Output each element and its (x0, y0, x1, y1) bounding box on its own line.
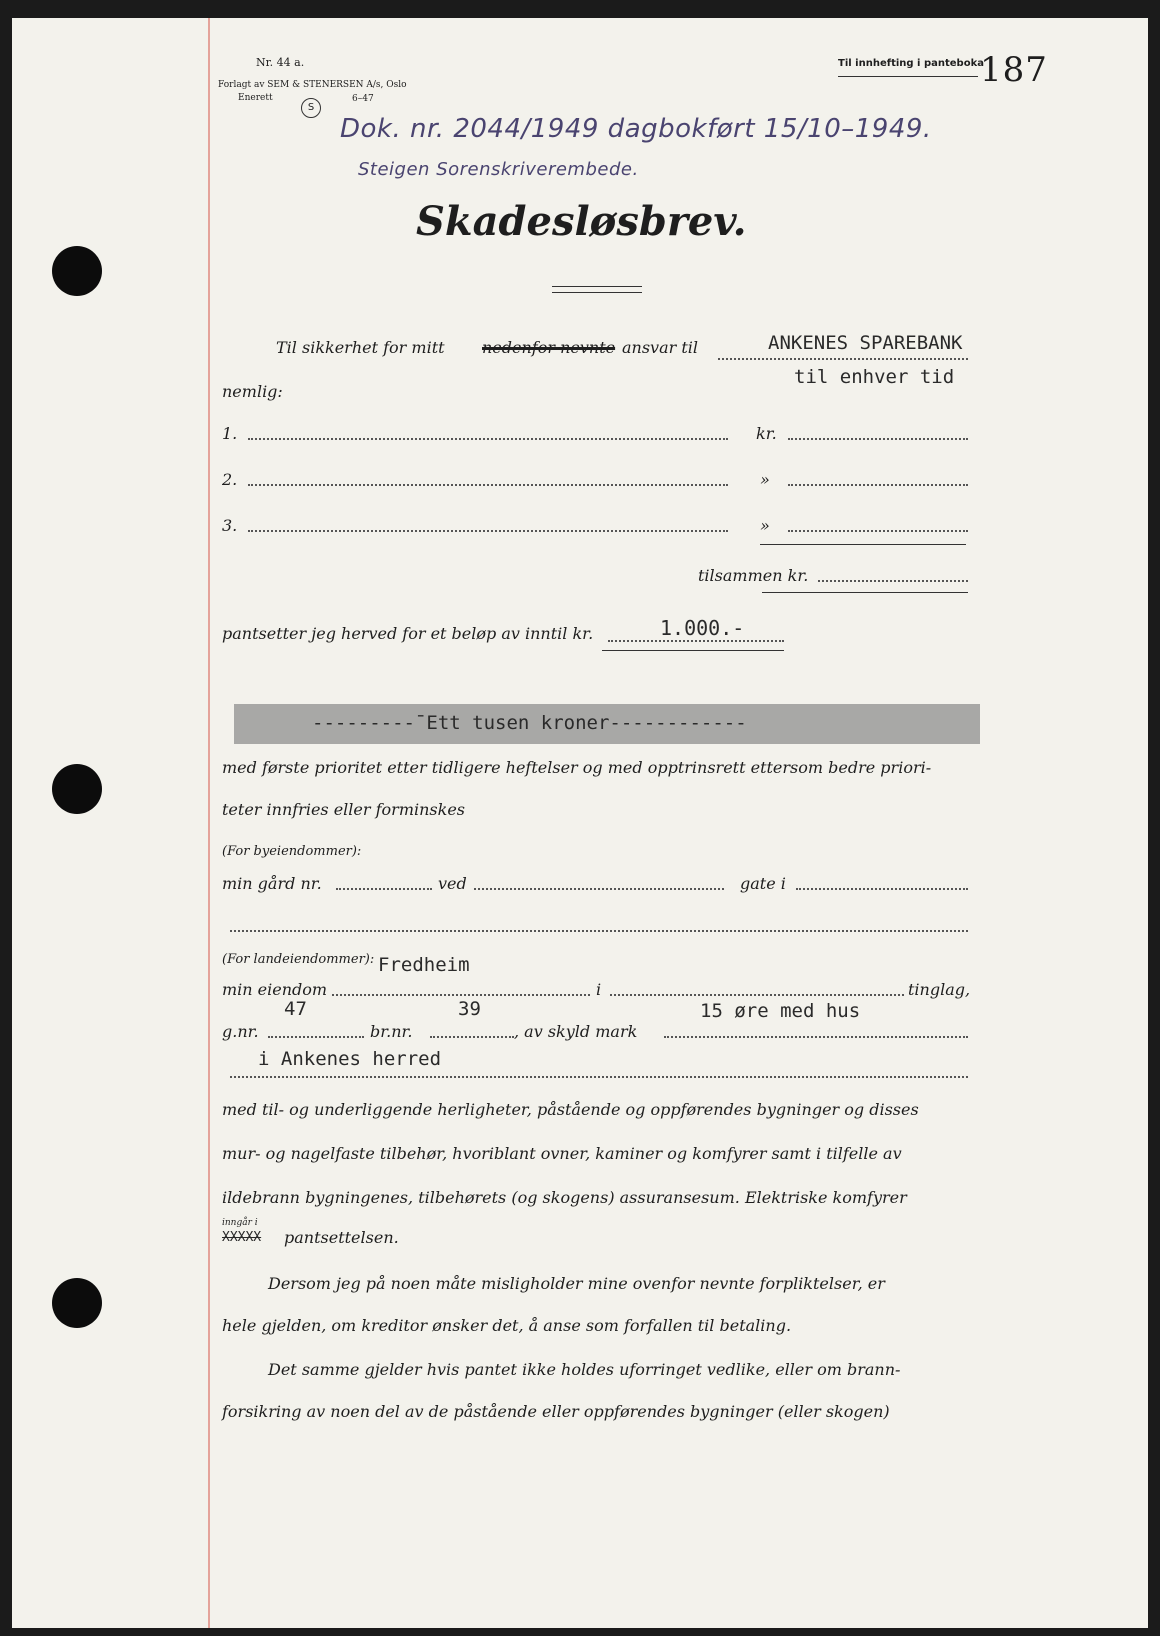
item-separator: » (760, 470, 770, 489)
skyld-value: 15 øre med hus (700, 1000, 861, 1022)
struck-text: nedenfor nevnte (482, 338, 616, 357)
skyld-label: , av skyld mark (514, 1022, 638, 1041)
tinglag-label: tinglag, (908, 980, 971, 999)
priority-text: med første prioritet etter tidligere heftelser og med opptrinsrett ettersom bedre priori- (222, 758, 932, 777)
margin-line (208, 18, 210, 1628)
pledge-amount: 1.000.- (660, 616, 745, 640)
publisher-line: Forlagt av SEM & STENERSEN A/s, Oslo (218, 80, 407, 90)
gate-label: gate i (740, 874, 786, 893)
binding-note: Til innhefting i panteboka (838, 58, 984, 69)
ved-label: ved (438, 874, 467, 893)
gate-dotted-line (796, 888, 968, 890)
pledge-text: pantsetter jeg herved for et beløp av inntil kr. (222, 624, 594, 643)
title-rule (552, 286, 642, 287)
ved-dotted-line (474, 888, 724, 890)
security-suffix: ansvar til (622, 338, 699, 357)
form-number: Nr. 44 a. (256, 56, 305, 69)
creditor-dotted-line (718, 358, 968, 360)
inserted-note: inngår i (222, 1218, 258, 1228)
item-number: 2. (222, 470, 238, 489)
page-number: 187 (980, 50, 1048, 90)
office-name: Steigen Sorenskriverembede. (358, 159, 639, 180)
gnr-dotted-line (268, 1036, 364, 1038)
item-dotted-line (248, 438, 728, 440)
eiendom-label: min eiendom (222, 980, 328, 999)
term-text: til enhver tid (794, 366, 955, 388)
body-text: ildebrann bygningenes, tilbehørets (og skogens) assuransesum. Elektriske komfyrer (222, 1188, 907, 1207)
pledge-dotted-line (608, 640, 784, 642)
land-heading: (For landeiendommer): (222, 952, 375, 967)
body-text: med til- og underliggende herligheter, påstående og oppførendes bygninger og disses (222, 1100, 919, 1119)
brnr-dotted-line (430, 1036, 514, 1038)
city-heading: (For byeiendommer): (222, 844, 362, 859)
document-page (12, 18, 1148, 1628)
brnr-value: 39 (458, 998, 481, 1020)
publisher-logo-icon: S (301, 98, 321, 118)
eiendom-value: Fredheim (378, 954, 470, 976)
i-label: i (596, 980, 602, 999)
body-text: forsikring av noen del av de påstående eller oppførendes bygninger (eller skogen) (222, 1402, 890, 1421)
gnr-label: g.nr. (222, 1022, 259, 1041)
struck-word: XXXXX (222, 1230, 262, 1245)
nemlig-label: nemlig: (222, 382, 283, 401)
amount-in-words: ---------¯Ett tusen kroner------------ (312, 712, 747, 734)
form-date: 6–47 (352, 94, 374, 104)
punch-hole (52, 1278, 102, 1328)
location-dotted-line (230, 1076, 968, 1078)
city-dotted-line (230, 930, 968, 932)
priority-text: teter innfries eller forminskes (222, 800, 465, 819)
punch-hole (52, 246, 102, 296)
total-dotted-line (818, 580, 968, 582)
item-dotted-line (248, 530, 728, 532)
item-separator: » (760, 516, 770, 535)
punch-hole (52, 764, 102, 814)
gard-dotted-line (336, 888, 432, 890)
pledge-rule (602, 650, 784, 651)
title-rule (552, 292, 642, 293)
item-amount-dotted-line (788, 438, 968, 440)
body-text: mur- og nagelfaste tilbehør, hvoriblant ovner, kaminer og komfyrer samt i tilfelle av (222, 1144, 902, 1163)
body-text: pantsettelsen. (284, 1228, 399, 1247)
subtotal-rule (760, 544, 966, 545)
item-amount-dotted-line (788, 484, 968, 486)
document-number-line: Dok. nr. 2044/1949 dagbokført 15/10–1949. (340, 114, 932, 144)
item-number: 1. (222, 424, 238, 443)
item-separator: kr. (756, 424, 777, 443)
brnr-label: br.nr. (370, 1022, 413, 1041)
body-text: Det samme gjelder hvis pantet ikke holdes uforringet vedlike, eller om brann- (268, 1360, 901, 1379)
eiendom-dotted-line (332, 994, 590, 996)
body-text: hele gjelden, om kreditor ønsker det, å anse som forfallen til betaling. (222, 1316, 792, 1335)
body-text: Dersom jeg på noen måte misligholder mine ovenfor nevnte forpliktelser, er (268, 1274, 885, 1293)
item-dotted-line (248, 484, 728, 486)
document-title: Skadesløsbrev. (416, 198, 747, 245)
total-rule (762, 592, 968, 593)
item-amount-dotted-line (788, 530, 968, 532)
creditor-name: ANKENES SPAREBANK (768, 332, 963, 354)
skyld-dotted-line (664, 1036, 968, 1038)
total-label: tilsammen kr. (698, 566, 809, 585)
i-dotted-line (610, 994, 904, 996)
security-prefix: Til sikkerhet for mitt (276, 338, 445, 357)
rights-text: Enerett (238, 93, 273, 103)
item-number: 3. (222, 516, 238, 535)
binding-note-underline (838, 76, 978, 77)
gnr-value: 47 (284, 998, 307, 1020)
gard-label: min gård nr. (222, 874, 322, 893)
location-value: i Ankenes herred (258, 1048, 442, 1070)
